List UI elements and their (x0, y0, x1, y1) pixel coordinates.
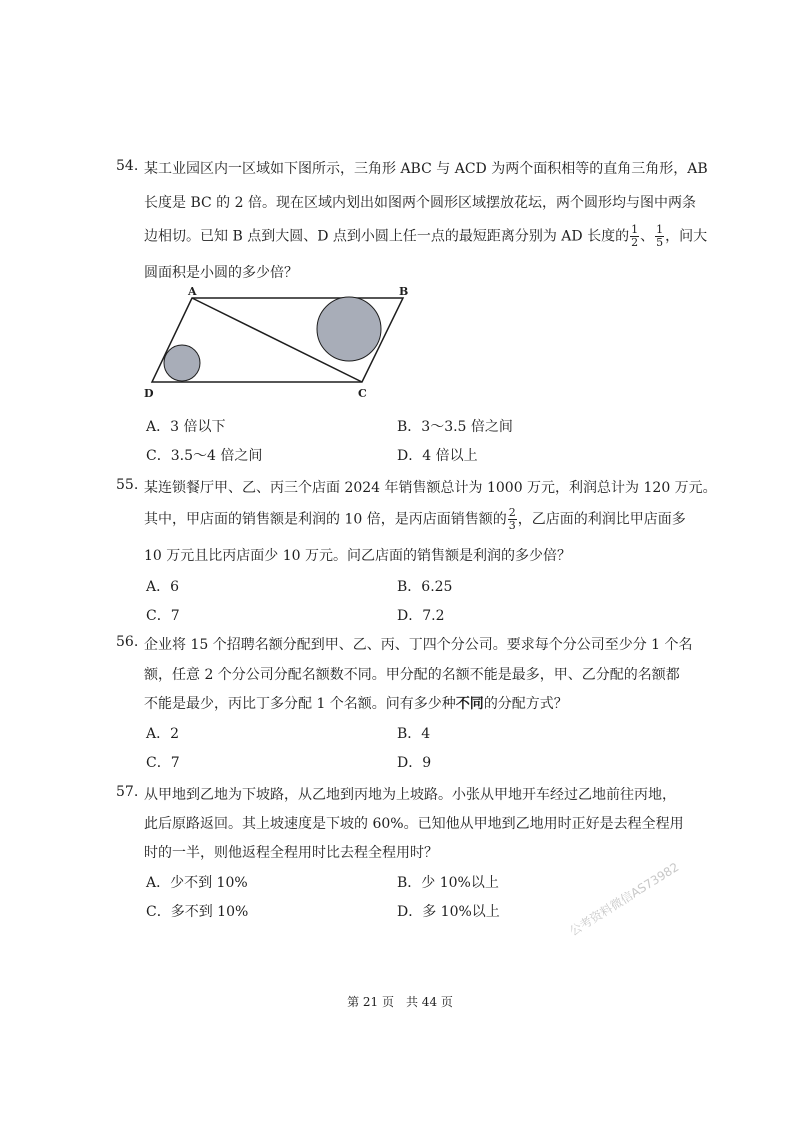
q54-option-d: D．4 倍以上 (397, 448, 478, 464)
q54-fraction-half (630, 224, 639, 249)
q56-line3 (144, 693, 568, 713)
q56-option-a: A．2 (146, 726, 180, 742)
label-D: D (144, 387, 154, 400)
q54-option-b: B．3～3.5 倍之间 (397, 419, 513, 435)
q56-number: 56. (116, 634, 139, 650)
q55-option-d: D．7.2 (397, 608, 445, 624)
q55-line2 (144, 507, 686, 532)
q57-option-d: D．多 10%以上 (397, 904, 500, 920)
q56-line1: 企业将 15 个招聘名额分配到甲、乙、丙、丁四个分公司。要求每个分公司至少分 1 个名 (144, 637, 693, 653)
q55-line1: 某连锁餐厅甲、乙、丙三个店面 2024 年销售额总计为 1000 万元，利润总计为 120 万元。 (144, 480, 717, 496)
q56-line3-end: 的分配方式？ (483, 696, 568, 712)
label-B: B (399, 285, 409, 298)
q55-line2-text: 其中，甲店面的销售额是利润的 10 倍，是丙店面销售额的 (144, 511, 507, 528)
q55-fraction (508, 507, 517, 532)
q55-frac-num: 2 (508, 506, 516, 519)
large-circle (317, 297, 381, 361)
q56-option-b: B．4 (397, 726, 431, 742)
q54-line2: 长度是 BC 的 2 倍。现在区域内划出如图两个圆形区域摆放花坛，两个圆形均与图中两条 (144, 195, 696, 211)
q57-option-a: A．少不到 10% (146, 875, 248, 891)
q54-number: 54. (116, 158, 139, 174)
q56-line3-text: 不能是最少，丙比丁多分配 1 个名额。问有多少种 (144, 696, 456, 712)
label-A: A (188, 285, 197, 298)
q55-option-c: C．7 (146, 608, 180, 624)
q57-line1: 从甲地到乙地为下坡路，从乙地到丙地为上坡路。小张从甲地开车经过乙地前往丙地， (144, 787, 676, 803)
q54-figure (140, 280, 420, 400)
q54-frac1-den: 2 (631, 236, 639, 249)
q56-emphasis: 不同 (455, 696, 484, 712)
q55-frac-den: 3 (508, 519, 516, 532)
q54-frac2-den: 5 (656, 236, 664, 249)
page-footer: 第 21 页 共 44 页 (347, 995, 453, 1009)
q54-line3-text: 边相切。已知 B 点到大圆、D 点到小圆上任一点的最短距离分别为 AD 长度的 (144, 228, 630, 245)
q54-option-a: A．3 倍以下 (146, 419, 226, 435)
q54-line3 (144, 224, 707, 249)
label-C: C (358, 387, 367, 400)
q54-line3-end: ，问大 (665, 228, 708, 245)
q54-frac1-num: 1 (631, 223, 639, 236)
q54-frac2-num: 1 (656, 223, 664, 236)
q54-line4: 圆面积是小圆的多少倍？ (144, 265, 298, 281)
q54-option-c: C．3.5～4 倍之间 (146, 448, 263, 464)
q55-line2-end: ，乙店面的利润比甲店面多 (517, 511, 686, 528)
q54-line1: 某工业园区内一区域如下图所示，三角形 ABC 与 ACD 为两个面积相等的直角三角形，AB (144, 161, 708, 177)
q55-option-a: A．6 (146, 579, 180, 595)
q55-option-b: B．6.25 (397, 579, 453, 595)
watermark: 公考资料微信AS73982 (567, 859, 682, 939)
q54-fraction-fifth (655, 224, 664, 249)
q57-number: 57. (116, 784, 139, 800)
q55-number: 55. (116, 477, 139, 493)
q57-option-c: C．多不到 10% (146, 904, 249, 920)
q57-line2: 此后原路返回。其上坡速度是下坡的 60%。已知他从甲地到乙地用时正好是去程全程用 (144, 816, 684, 832)
q54-separator: 、 (640, 228, 655, 245)
q56-option-c: C．7 (146, 755, 180, 771)
q57-line3: 时的一半，则他返程全程用时比去程全程用时？ (144, 845, 438, 861)
q55-line3: 10 万元且比丙店面少 10 万元。问乙店面的销售额是利润的多少倍？ (144, 548, 571, 564)
q57-option-b: B．少 10%以上 (397, 875, 499, 891)
q56-option-d: D．9 (397, 755, 432, 771)
small-circle (164, 345, 200, 381)
q56-line2: 额，任意 2 个分公司分配名额数不同。甲分配的名额不能是最多，甲、乙分配的名额都 (144, 667, 680, 683)
